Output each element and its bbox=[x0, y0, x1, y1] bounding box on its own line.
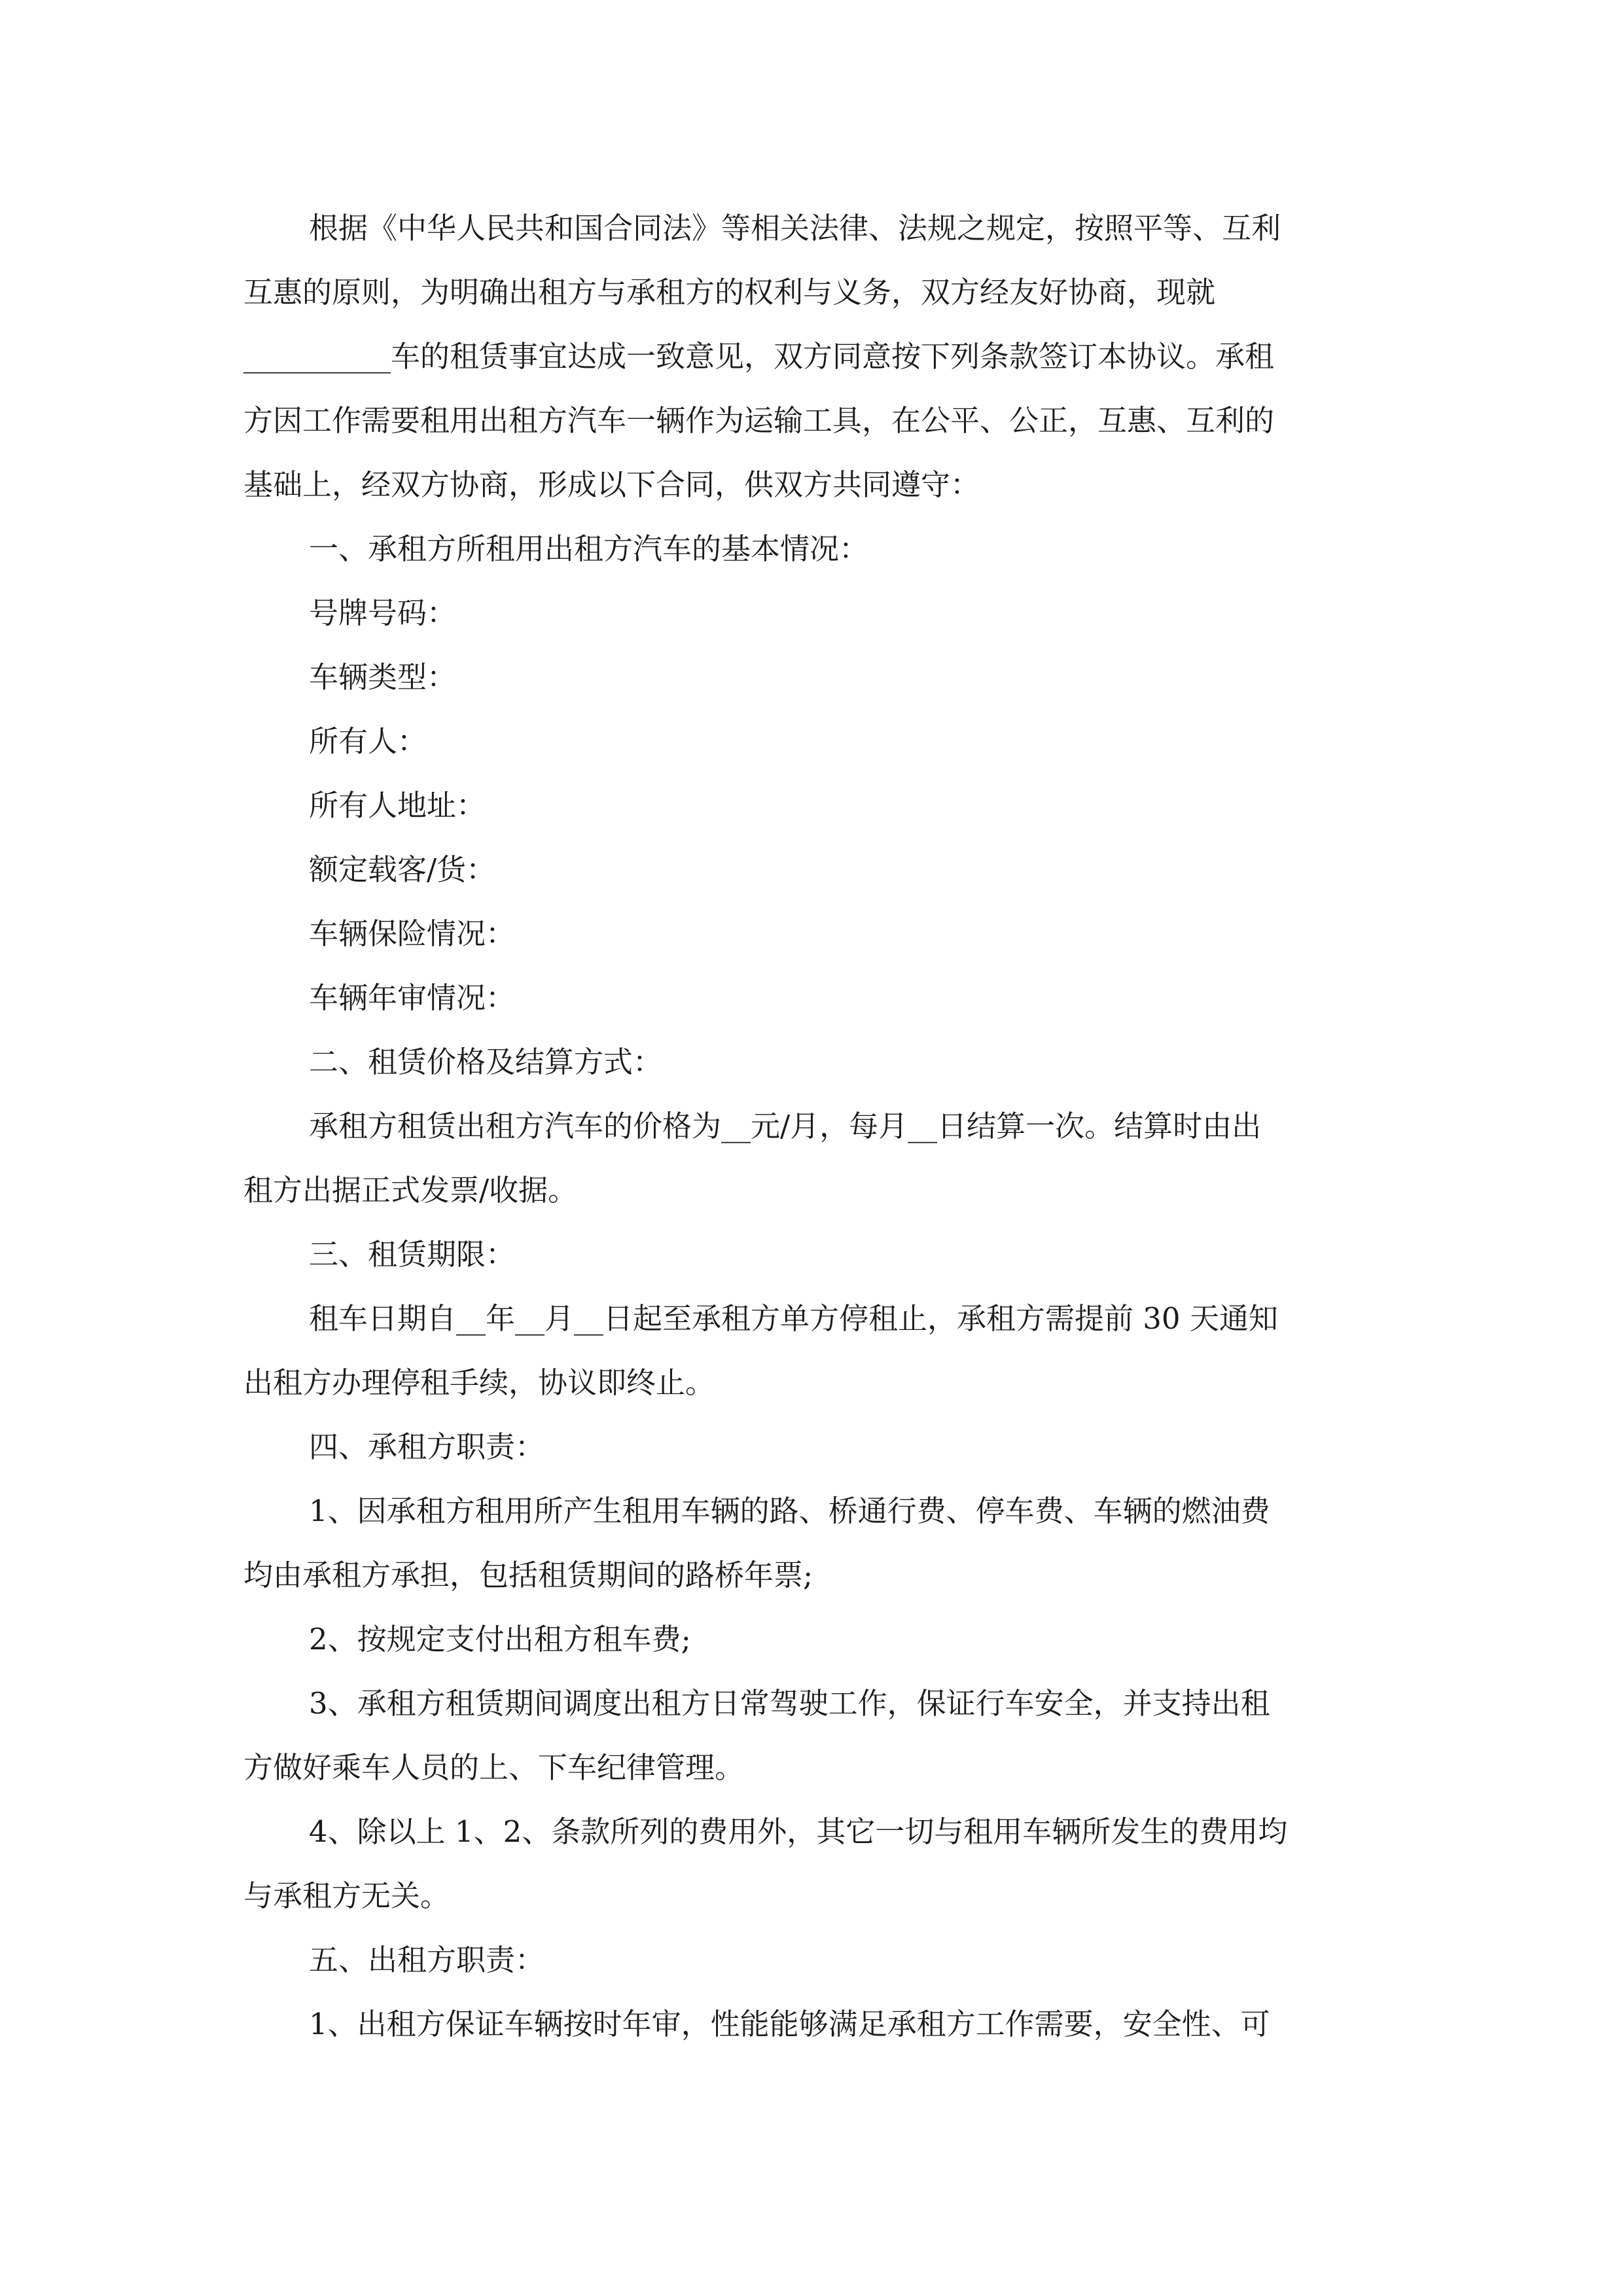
text-line: 出租方办理停租手续，协议即终止。 bbox=[243, 1365, 715, 1400]
text-line: __________车的租赁事宜达成一致意见，双方同意按下列条款签订本协议。承租 bbox=[243, 339, 1275, 374]
text-line: 与承租方无关。 bbox=[243, 1878, 450, 1913]
text-line: 所有人地址： bbox=[309, 788, 486, 823]
text-line: 1、因承租方租用所产生租用车辆的路、桥通行费、停车费、车辆的燃油费 bbox=[309, 1494, 1270, 1528]
text-line: 额定载客/货： bbox=[309, 852, 496, 887]
text-line: 方做好乘车人员的上、下车纪律管理。 bbox=[243, 1750, 745, 1785]
text-line: 二、租赁价格及结算方式： bbox=[309, 1045, 663, 1079]
text-line: 根据《中华人民共和国合同法》等相关法律、法规之规定，按照平等、互利 bbox=[309, 211, 1281, 245]
text-line: 4、除以上 1、2、条款所列的费用外，其它一切与租用车辆所发生的费用均 bbox=[309, 1814, 1288, 1849]
text-line: 3、承租方租赁期间调度出租方日常驾驶工作，保证行车安全，并支持出租 bbox=[309, 1686, 1270, 1721]
text-line: 四、承租方职责： bbox=[309, 1429, 545, 1464]
text-line: 2、按规定支付出租方租车费; bbox=[309, 1622, 691, 1657]
text-line: 方因工作需要租用出租方汽车一辆作为运输工具，在公平、公正，互惠、互利的 bbox=[243, 403, 1275, 438]
text-line: 基础上，经双方协商，形成以下合同，供双方共同遵守： bbox=[243, 467, 980, 502]
contract-body bbox=[243, 196, 1379, 2056]
text-line: 车辆类型： bbox=[309, 660, 457, 694]
text-line: 均由承租方承担，包括租赁期间的路桥年票; bbox=[243, 1558, 813, 1592]
text-line: 所有人： bbox=[309, 724, 427, 759]
text-line: 1、出租方保证车辆按时年审，性能能够满足承租方工作需要，安全性、可 bbox=[309, 2007, 1270, 2041]
text-line: 车辆保险情况： bbox=[309, 916, 516, 951]
text-line: 三、租赁期限： bbox=[309, 1237, 516, 1272]
text-line: 一、承租方所租用出租方汽车的基本情况： bbox=[309, 531, 869, 566]
text-line: 租方出据正式发票/收据。 bbox=[243, 1173, 578, 1208]
text-line: 互惠的原则，为明确出租方与承租方的权利与义务，双方经友好协商，现就 bbox=[243, 275, 1216, 310]
text-line: 车辆年审情况： bbox=[309, 980, 516, 1015]
text-line: 租车日期自__年__月__日起至承租方单方停租止，承租方需提前 30 天通知 bbox=[309, 1301, 1278, 1336]
text-line: 五、出租方职责： bbox=[309, 1943, 545, 1977]
text-line: 号牌号码： bbox=[309, 596, 457, 630]
text-line: 承租方租赁出租方汽车的价格为__元/月，每月__日结算一次。结算时由出 bbox=[309, 1109, 1262, 1143]
